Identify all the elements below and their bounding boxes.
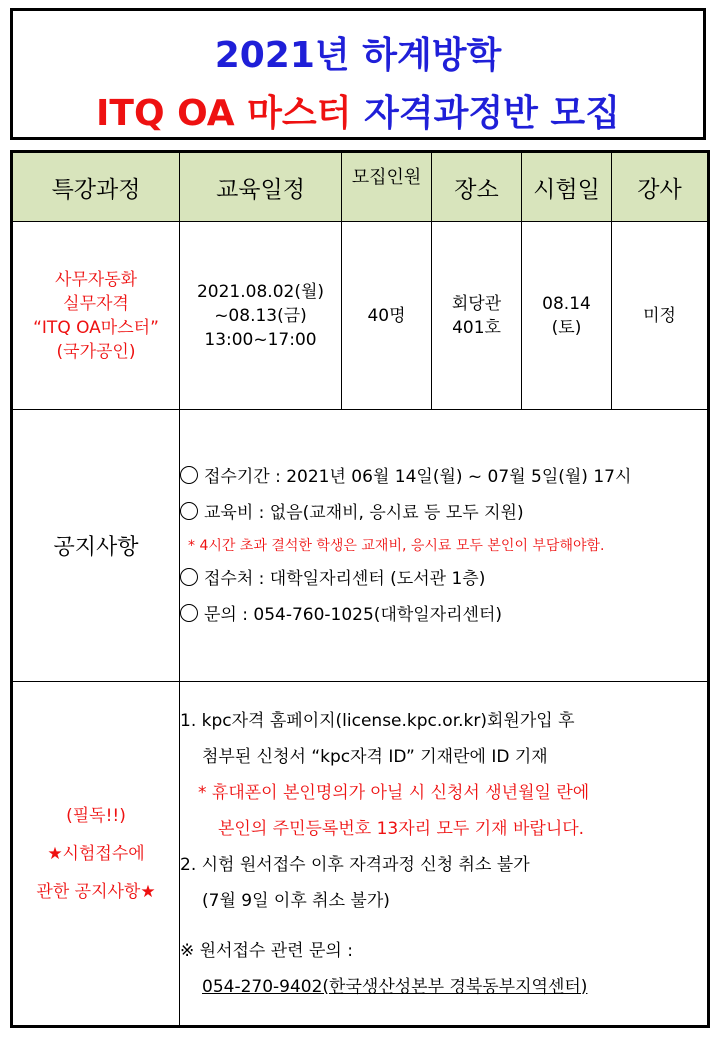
exam-step2-b: (7월 9일 이후 취소 불가) xyxy=(202,890,390,911)
header-capacity: 모집인원 xyxy=(342,152,432,222)
exam-contact-label: ※ 원서접수 관련 문의 : xyxy=(180,940,353,961)
notice-item xyxy=(180,459,707,495)
schedule-line: ~08.13(금) xyxy=(214,305,307,326)
exam-step2-a: 2. 시험 원서접수 이후 자격과정 신청 취소 불가 xyxy=(180,854,530,875)
notice-text: 교육비 : 없음(교재비, 응시료 등 모두 지원) xyxy=(204,502,524,523)
course-exam-date xyxy=(522,222,612,410)
course-instructor: 미정 xyxy=(612,222,709,410)
course-line: 사무자동화 xyxy=(54,269,138,290)
notice-item xyxy=(180,597,707,633)
course-name xyxy=(12,222,180,410)
circle-icon xyxy=(180,502,198,520)
location-line: 401호 xyxy=(452,317,501,338)
exam-notice-content xyxy=(180,682,709,1027)
exam-label-line: 관한 공지사항★ xyxy=(36,881,156,902)
course-line: 실무자격 xyxy=(63,293,129,314)
course-capacity: 40명 xyxy=(342,222,432,410)
schedule-line: 2021.08.02(월) xyxy=(196,281,325,302)
notice-text: 접수기간 : 2021년 06월 14일(월) ~ 07월 5일(월) 17시 xyxy=(204,466,632,487)
circle-icon xyxy=(180,568,198,586)
notice-item xyxy=(180,561,707,597)
notice-item xyxy=(180,495,707,531)
page-title: 2021년 하계방학 xyxy=(214,35,502,76)
notice-text: 문의 : 054-760-1025(대학일자리센터) xyxy=(204,604,503,625)
notice-label: 공지사항 xyxy=(12,410,180,682)
spacer xyxy=(180,919,707,933)
exam-contact-value: 054-270-9402(한국생산성본부 경북동부지역센터) xyxy=(202,976,588,997)
notice-warning: * 4시간 초과 결석한 학생은 교재비, 응시료 모두 본인이 부담해야함. xyxy=(188,537,605,554)
exam-warning-a: * 휴대폰이 본인명의가 아닐 시 신청서 생년월일 란에 xyxy=(198,782,590,803)
subtitle-red: ITQ OA 마스터 xyxy=(96,93,352,134)
header-instructor: 강사 xyxy=(612,152,709,222)
circle-icon xyxy=(180,604,198,622)
schedule-line: 13:00~17:00 xyxy=(204,329,317,350)
circle-icon xyxy=(180,466,198,484)
header-exam-date: 시험일 xyxy=(522,152,612,222)
title-box xyxy=(10,8,706,140)
exam-label-line: (필독!!) xyxy=(66,805,126,826)
exam-label-line: ★시험접수에 xyxy=(47,843,145,864)
course-line: (국가공인) xyxy=(56,341,136,362)
notice-text: 접수처 : 대학일자리센터 (도서관 1층) xyxy=(204,568,486,589)
course-line: “ITQ OA마스터” xyxy=(33,317,159,338)
page-subtitle xyxy=(13,85,703,136)
header-course: 특강과정 xyxy=(12,152,180,222)
exam-notice-label xyxy=(12,682,180,1027)
exam-step1-b: 첨부된 신청서 “kpc자격 ID” 기재란에 ID 기재 xyxy=(202,746,548,767)
course-location xyxy=(432,222,522,410)
location-line: 회당관 xyxy=(451,293,502,314)
exam-step1-a: 1. kpc자격 홈페이지(license.kpc.or.kr)회원가입 후 xyxy=(180,710,575,731)
notice-content xyxy=(180,410,709,682)
exam-date-line: (토) xyxy=(551,317,582,338)
course-schedule xyxy=(180,222,342,410)
exam-date-line: 08.14 xyxy=(542,293,591,314)
info-table xyxy=(10,150,710,1028)
header-location: 장소 xyxy=(432,152,522,222)
subtitle-blue: 자격과정반 모집 xyxy=(364,93,620,134)
exam-warning-b: 본인의 주민등록번호 13자리 모두 기재 바랍니다. xyxy=(218,818,585,839)
header-schedule: 교육일정 xyxy=(180,152,342,222)
